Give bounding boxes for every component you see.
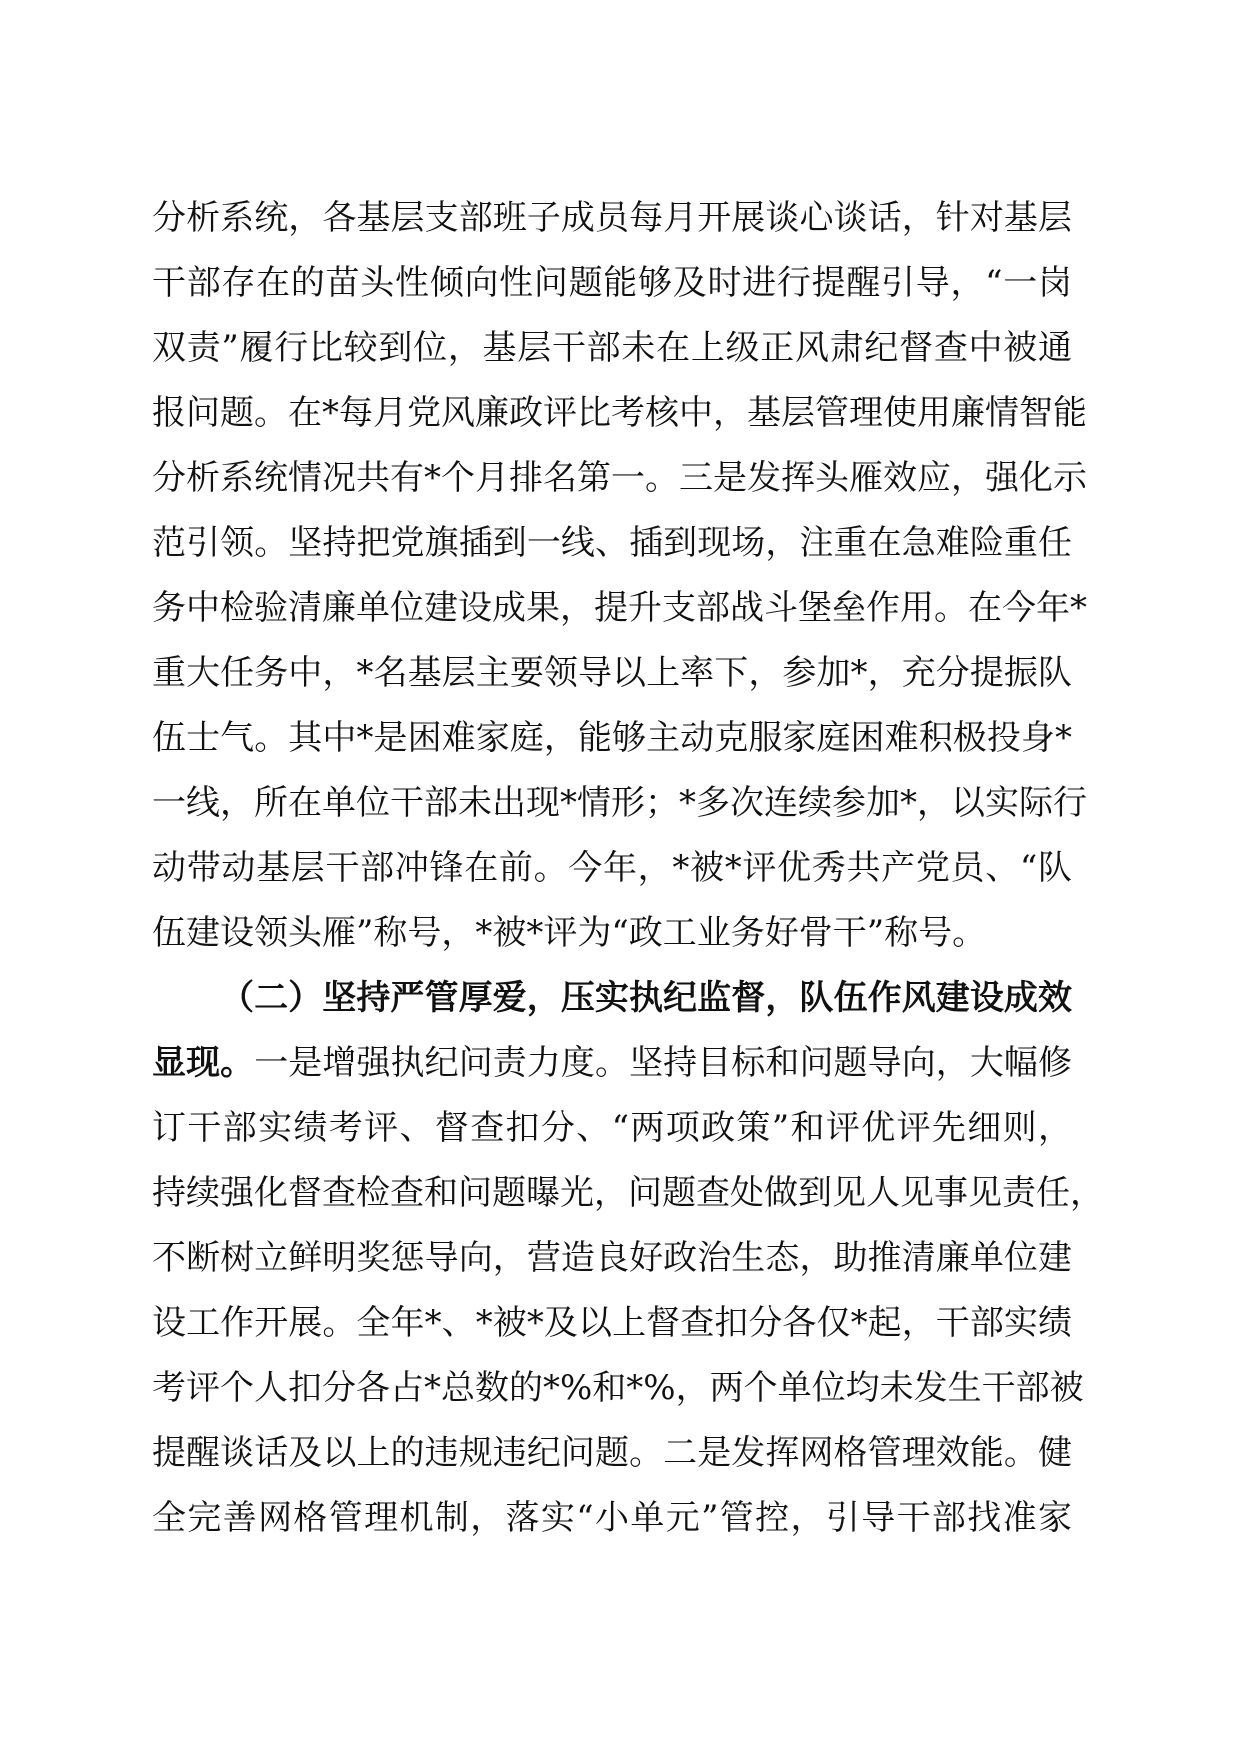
- text-line: [152, 1031, 1072, 1096]
- text-line: 报问题。在*每月党风廉政评比考核中，基层管理使用廉情智能: [152, 393, 1087, 433]
- text-line: 持续强化督查检查和问题曝光，问题查处做到见人见事见责任，: [152, 1173, 1104, 1213]
- text-line: 双责”履行比较到位，基层干部未在上级正风肃纪督查中被通: [152, 328, 1072, 368]
- text-line: 伍士气。其中*是困难家庭，能够主动克服家庭困难积极投身*: [152, 718, 1072, 758]
- text-line: 干部存在的苗头性倾向性问题能够及时进行提醒引导，“一岗: [152, 263, 1072, 303]
- text-line: 范引领。坚持把党旗插到一线、插到现场，注重在急难险重任: [152, 523, 1072, 563]
- text-run: 一是增强执纪问责力度。坚持目标和问题导向，大幅修: [254, 1043, 1073, 1083]
- paragraph-1: [152, 186, 1087, 966]
- text-line: 考评个人扣分各占*总数的*%和*%，两个单位均未发生干部被: [152, 1368, 1084, 1408]
- document-body: [152, 186, 1104, 1551]
- section-heading-end: 显现。: [152, 1043, 255, 1083]
- text-line: 伍建设领头雁”称号，*被*评为“政工业务好骨干”称号。: [152, 913, 987, 953]
- paragraph-2: [152, 966, 1104, 1551]
- section-heading: （二）坚持严管厚爱，压实执纪监督，队伍作风建设成效: [220, 978, 1072, 1018]
- text-line: 设工作开展。全年*、*被*及以上督查扣分各仅*起，干部实绩: [152, 1303, 1072, 1343]
- text-line: 一线，所在单位干部未出现*情形；*多次连续参加*，以实际行: [152, 783, 1087, 823]
- text-line: 动带动基层干部冲锋在前。今年，*被*评优秀共产党员、“队: [152, 848, 1072, 888]
- text-line: 分析系统，各基层支部班子成员每月开展谈心谈话，针对基层: [152, 198, 1072, 238]
- text-line: 提醒谈话及以上的违规违纪问题。二是发挥网格管理效能。健: [152, 1433, 1072, 1473]
- text-line: 全完善网格管理机制，落实“小单元”管控，引导干部找准家: [152, 1498, 1072, 1538]
- text-line: 重大任务中，*名基层主要领导以上率下，参加*，充分提振队: [152, 653, 1072, 693]
- text-line: 务中检验清廉单位建设成果，提升支部战斗堡垒作用。在今年*: [152, 588, 1087, 628]
- text-line: 分析系统情况共有*个月排名第一。三是发挥头雁效应，强化示: [152, 458, 1087, 498]
- text-line: 订干部实绩考评、督查扣分、“两项政策”和评优评先细则，: [152, 1108, 1072, 1148]
- text-line: 不断树立鲜明奖惩导向，营造良好政治生态，助推清廉单位建: [152, 1238, 1072, 1278]
